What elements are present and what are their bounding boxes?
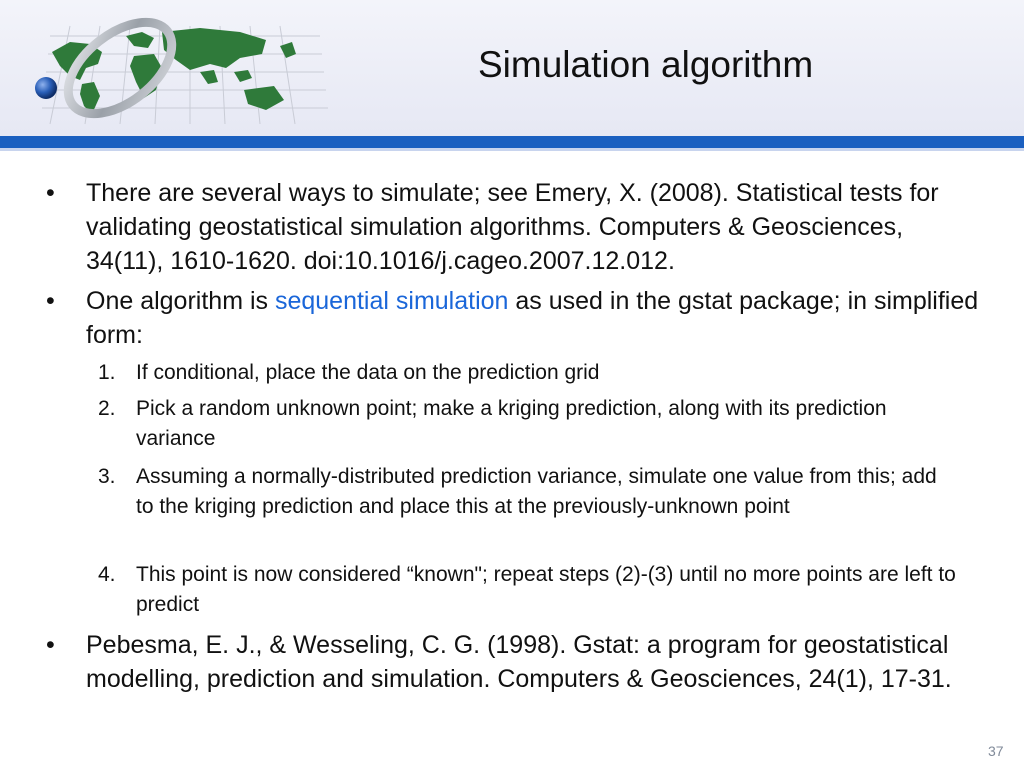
- sequential-simulation-link[interactable]: sequential simulation: [274, 287, 509, 315]
- step-item-4: [98, 560, 956, 620]
- logo-sphere: [35, 77, 57, 99]
- step-item-1: [98, 358, 956, 388]
- step-text: Pick a random unknown point; make a kriging prediction, along with its prediction variance: [136, 397, 887, 450]
- header-divider-shadow: [0, 148, 1024, 151]
- step-item-3: [98, 462, 956, 522]
- bullet-marker: •: [46, 179, 55, 207]
- header-divider: [0, 136, 1024, 148]
- step-number: 3.: [98, 465, 116, 488]
- bullet-text: There are several ways to simulate; see Emery, X. (2008). Statistical tests for validating geostatistical simulation algorithms. Computers & Geosciences, 34(11), 1610-1620. doi:10.1016/j.cageo.2007.12.012.: [86, 179, 939, 275]
- bullet-emery-reference: [46, 176, 986, 278]
- globe-map-logo-icon: [30, 6, 330, 134]
- bullet-marker: •: [46, 631, 55, 659]
- step-number: 2.: [98, 397, 116, 420]
- bullet-pebesma-reference: [46, 628, 986, 696]
- step-text: This point is now considered “known"; repeat steps (2)-(3) until no more points are left to predict: [136, 563, 956, 616]
- step-text: Assuming a normally-distributed prediction variance, simulate one value from this; add to the kriging prediction and place this at the previously-unknown point: [136, 465, 937, 518]
- bullet-marker: •: [46, 287, 55, 315]
- step-number: 4.: [98, 563, 116, 586]
- bullet-text-after: as used in the gstat package; in simplified form:: [86, 287, 979, 349]
- logo-ring: [52, 6, 188, 132]
- slide-title: Simulation algorithm: [478, 44, 814, 85]
- step-number: 1.: [98, 361, 116, 384]
- bullet-sequential-simulation: [46, 284, 986, 352]
- bullet-text: Pebesma, E. J., & Wesseling, C. G. (1998). Gstat: a program for geostatistical modelling, prediction and simulation. Computers & Geosciences, 24(1), 17-31.: [86, 631, 952, 693]
- step-item-2: [98, 394, 956, 454]
- step-text: If conditional, place the data on the prediction grid: [136, 361, 600, 384]
- page-number: 37: [988, 743, 1004, 759]
- bullet-text-before: One algorithm is: [86, 287, 275, 315]
